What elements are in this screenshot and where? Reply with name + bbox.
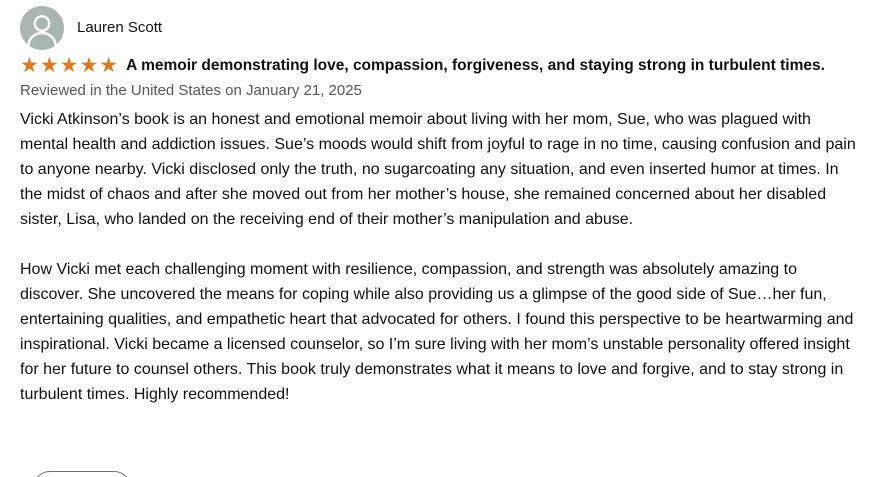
review-title-link[interactable]: [20, 54, 856, 78]
reviewer-name: Lauren Scott: [77, 19, 163, 36]
review-body: [20, 107, 856, 407]
person-icon: [20, 6, 64, 50]
helpful-button[interactable]: [33, 471, 131, 477]
review-paragraph: Vicki Atkinson’s book is an honest and emotional memoir about living with her mom, Sue, who was plagued with mental health and addiction issues. Sue’s moods would shift from joyful to rage in no time, causing confusion and pain to anyone nearby. Vicki disclosed only the truth, no sugarcoating any situation, and even inserted humor at times. In the midst of chaos and after she moved out from her mother’s house, she remained concerned about her disabled sister, Lisa, who landed on the receiving end of their mother’s manipulation and abuse.: [20, 111, 856, 228]
review-paragraph: How Vicki met each challenging moment with resilience, compassion, and strength was absolutely amazing to discover. She uncovered the means for coping while also providing us a glimpse of the good side of Sue…her fun, entertaining qualities, and empathetic heart that advocated for others. I found this perspective to be heartwarming and inspirational. Vicki became a licensed counselor, so I’m sure living with her mom’s unstable personality offered insight for her future to counsel others. This book truly demonstrates what it means to love and forgive, and to stay strong in turbulent times. Highly recommended!: [20, 261, 854, 403]
star-rating-icons: ★★★★★: [20, 54, 120, 77]
reviewer-profile[interactable]: [20, 6, 856, 50]
review-date: Reviewed in the United States on January 21, 2025: [20, 82, 362, 99]
avatar: [20, 6, 64, 50]
review-title: A memoir demonstrating love, compassion, forgiveness, and staying strong in turbulent times.: [126, 57, 825, 74]
